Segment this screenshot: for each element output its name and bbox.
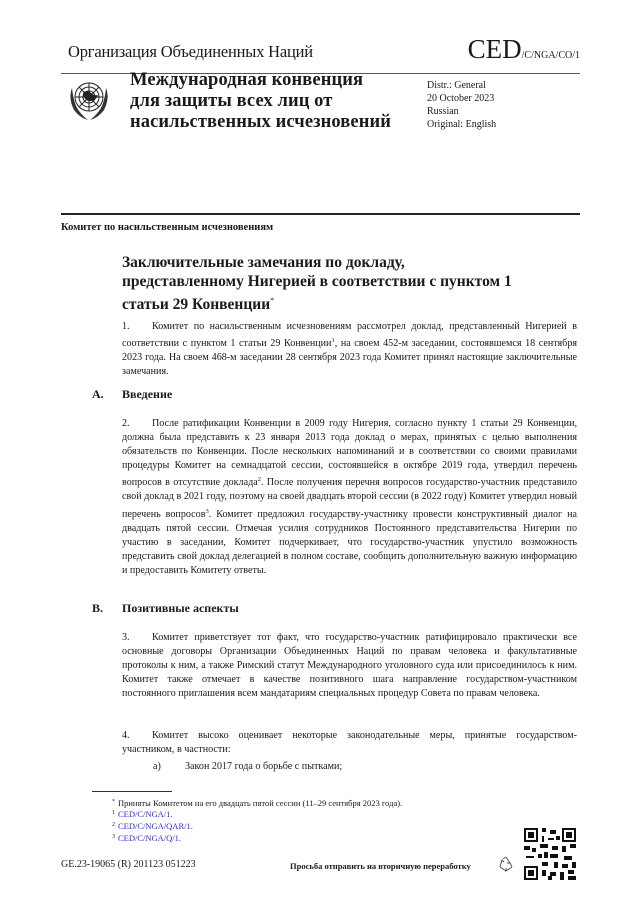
paragraph-number: 1. <box>122 321 130 332</box>
recycle-icon <box>497 855 515 873</box>
section-rule <box>61 213 580 215</box>
paragraph-text: . Комитет предложил государству-участнику провести конструктивный диалог на двадцать пятой сессии. Отмечая усилия сотрудников Постоянного представительства Нигерии по участию в заседании, Комитет подчеркивает, что государство-участник упустило возможность представить свой доклад делегацией в полном составе, сообщить дополнительную важную информацию и предоставить Комитету ответы. <box>122 508 577 576</box>
title-footnote-mark: * <box>270 296 275 305</box>
paragraph-text: Комитет высоко оценивает некоторые законодательные меры, принятые государством-участником, в частности: <box>122 730 577 756</box>
un-emblem-icon <box>64 74 114 124</box>
section-letter: B. <box>92 601 104 615</box>
paragraph-text: После ратификации Конвенции в 2009 году Нигерия, согласно пункту 1 статьи 29 Конвенции, должна была представить к 23 января 2013 года доклад о мерах, принятых с целью выполнения обязательств по Конвенции. После нескольких напоминаний и в соответствии со своими правилами процедуры Комитет на семнадцатой сессии, состоявшейся в октябре 2019 года, утвердил перечень вопросов в отсутствие доклада <box>122 418 577 489</box>
footnote-1[interactable] <box>112 808 173 820</box>
qr-code-icon <box>524 828 576 880</box>
convention-title-line: Международная конвенция <box>130 70 364 90</box>
convention-title-line: для защиты всех лиц от <box>130 91 333 111</box>
paragraph-text: Комитет по насильственным исчезновениям рассмотрел доклад, представленный Нигерией в соответствии с пунктом 1 статьи 29 Конвенции <box>122 321 577 350</box>
subitem-a <box>153 761 342 772</box>
subitem-label: a) <box>153 761 161 772</box>
paragraph-number: 2. <box>122 418 130 429</box>
title-line: статьи 29 Конвенции <box>122 296 271 314</box>
symbol-suffix: /C/NGA/CO/1 <box>521 50 580 61</box>
footnote-2[interactable] <box>112 820 193 832</box>
job-number: GE.23-19065 (R) 201123 051223 <box>61 859 196 870</box>
footnote-mark: 1 <box>112 810 115 816</box>
footnote-mark: 3 <box>112 834 115 840</box>
symbol-main: CED <box>467 34 522 64</box>
footnote-link[interactable]: CED/C/NGA/Q/1. <box>118 833 182 843</box>
paragraph-number: 3. <box>122 632 130 643</box>
footnote-ref[interactable]: 2 <box>257 476 261 484</box>
footnote-3[interactable] <box>112 832 181 844</box>
footnote-rule <box>92 791 172 792</box>
section-heading-a <box>92 387 172 402</box>
footnote-mark: 2 <box>112 822 115 828</box>
footnote-link[interactable]: CED/C/NGA/1. <box>118 809 173 819</box>
title-line: Заключительные замечания по докладу, <box>122 254 405 271</box>
recycle-notice: Просьба отправить на вторичную переработку <box>290 861 471 871</box>
paragraph-number: 4. <box>122 730 130 741</box>
convention-title-line: насильственных исчезновений <box>130 112 391 132</box>
convention-title <box>130 70 391 133</box>
section-title: Введение <box>122 387 173 401</box>
original-language: Original: English <box>427 119 497 130</box>
distr-label: Distr.: General <box>427 80 486 91</box>
footnote-link[interactable]: CED/C/NGA/QAR/1. <box>118 821 193 831</box>
document-date: 20 October 2023 <box>427 93 495 104</box>
distribution-block <box>427 79 496 131</box>
document-symbol <box>468 36 580 63</box>
title-line: представленному Нигерией в соответствии с пунктом 1 <box>122 273 512 290</box>
paragraph-text: Комитет приветствует тот факт, что государство-участник ратифицировало практически все основные договоры Организации Объединенных Наций по правам человека и факультативные протоколы к ним, а также Римский статут Международного уголовного суда или присоединилось к ним. Комитет также отмечает в качестве позитивного шага направление государством-участником постоянного приглашения всем мандатариям специальных процедур Совета по правам человека. <box>122 632 577 700</box>
footnote-text: Приняты Комитетом на его двадцать пятой сессии (11–29 сентября 2023 года). <box>118 798 403 808</box>
section-heading-b <box>92 601 239 616</box>
paragraph-1 <box>122 320 577 379</box>
section-letter: A. <box>92 387 104 401</box>
committee-name: Комитет по насильственным исчезновениям <box>61 222 274 233</box>
document-title <box>122 253 522 314</box>
section-title: Позитивные аспекты <box>122 601 239 615</box>
paragraph-2 <box>122 417 577 578</box>
footnote-ref[interactable]: 1 <box>331 337 335 345</box>
paragraph-text: , на своем 452-м заседании, состоявшемся 18 сентября 2023 года. На своем 468-м заседании 28 сентября 2023 года Комитет принял настоящие заключительные замечания. <box>122 338 578 378</box>
footnote-mark: * <box>112 799 115 805</box>
paragraph-3 <box>122 631 577 701</box>
organization-name: Организация Объединенных Наций <box>68 42 313 61</box>
footnote-ref[interactable]: 3 <box>205 507 209 515</box>
paragraph-4 <box>122 729 577 757</box>
paragraph-text: . После получения перечня вопросов государство-участник представило свой доклад в 2021 году, поэтому на своей двадцать второй сессии (в 2022 году) Комитет утвердил новый перечень вопросов <box>122 477 577 520</box>
document-language: Russian <box>427 106 459 117</box>
subitem-text: Закон 2017 года о борьбе с пытками; <box>185 761 343 772</box>
